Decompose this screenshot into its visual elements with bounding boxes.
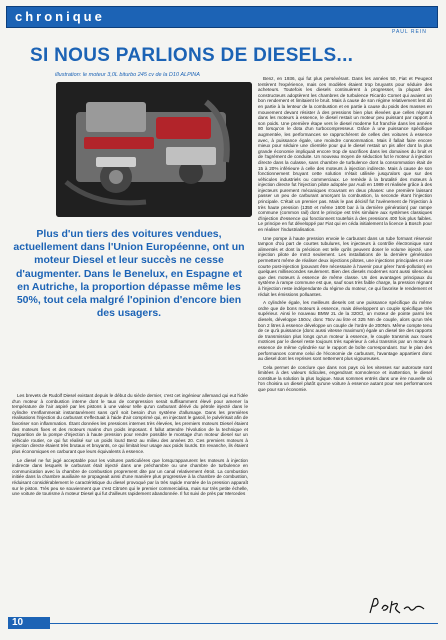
paragraph: Le diesel ne fut jugé acceptable pour les voitures particulières que lorsqu'apparurent les moteurs à injection indirecte dans lesquels le carburant était injecté dans une préchambre ou une chambre de turbulence en communication avec la chambre de combustion proprement dite par un canal relativement étroit. La combustion initiée dans la chambre auxiliaire se propageait ainsi d'une manière plus progressive à la chambre de combustion, réduisant considérablement le caractéristique du diesel provoqué par la très rapide montée de la pression apparaît sur le piston. Très peu se souviennent que c'est Citroën qui le premier commercialisa, mais sur très petite échelle, une voiture de tourisme à moteur Diesel qui fut d'ailleurs rapidement abandonnée. Il fut suivi de près par Mercedes [12, 457, 248, 497]
footer-rule [50, 623, 438, 624]
paragraph: Benz, en 1936, qui fut plus persévérant. Dans les années 50, Fiat et Peugeot tentèrent l'expérience, mais ces modèles étaient trop bruyants pour séduire des acheteurs. Toutefois les diesels continuèrent à progresser, la plupart des constructeurs adoptèrent les chambres de turbulence Ricardo Comet qui avaient un bon rendement et limitaient le bruit. Mais à cause de son régime relativement lent dû en partie à la lenteur de la combustion et en partie à cause du poids des masses en mouvement devant résister à des pressions bien plus élevées que celles régnant dans les moteurs à essence, le diesel restait un moteur peu puissant par rapport à son poids. Une première étape vers le diesel moderne fut franchie dans les années 80 lorsqu'on le dota d'un turbocompresseur. Grâce à une puissance spécifique augmentée, les performances se rapprochèrent de celles des voitures à essence avec, à puissance égale, une moindre consommation. Mais il fallait faire encore mieux pour séduire une clientèle pour qui le diesel restait un pis aller dont la plus grande économie impliquait encore trop de sacrifices dans les domaines du bruit et de l'agrément de conduite. Un nouveau moyen de séduction fut le moteur à injection directe dans la culasse, sans chambre de turbulence dont la consommation était de 15 à 20% inférieure à celle des moteurs à injection indirecte. Mais à cause de son fonctionnement bruyant cette solution n'était utilisée jusqu'alors que sur des véhicules industriels ou commerciaux. Le remède à la brutalité des moteurs à injection directe fut l'injection pilote adoptée par Audi en 1989 et réalisée grâce à des injecteurs purement mécaniques s'ouvrant en deux phases: une première laissant passer un peu de carburant amorçant la combustion, la seconde étant l'injection principale. C'était un premier pas. Mais le pas décisif fut l'avènement de l'injection à très haute pression (1350 et même 1600 bar à la dernière génération) par rampe commune (common rail) dont le principe est très similaire aux systèmes classiques d'injection d'essence qui fonctionnent toutefois à des pressions 400 fois plus faibles. Le principe en fut développé par Fiat qui en céda initialement la licence à Bosch pour en réaliser l'industrialisation. [258, 76, 432, 233]
paragraph: Une pompe à haute pression envoie le carburant dans un tube formant réservoir tampon d'où part de courtes tubulures, les injecteurs à contrôle électronique sont alimentés et dont la précision est telle qu'ils peuvent doser le volume injecté, une injection pilote de mm3 seulement. Les installations de la dernière génération permettent même de réaliser deux injections pilotes, une injections principales et une courte post-injection (pouvant être nécessaire à l'avenir pour gérer l'anti-pollution) en quelques millisecondes seulement. Bien des diesels modernes sont aussi silencieux que des moteurs à essence de même classe. Un des avantages principaux du système à rampe commune est que, sauf sous très faible charge, la pression régnant à l'injection reste indépendante du régime du moteur, ce qui favorise le rendement et réduit les émissions polluantes. [258, 235, 432, 297]
author-signature [366, 595, 428, 617]
author-name: PAUL REIN [392, 29, 427, 35]
section-banner [6, 6, 438, 28]
paragraph: Les brevets de Rudolf Diesel existant depuis le début du siècle dernier, c'est cet ingénieur allemand qui eut l'idée d'un moteur à combustion interne dont le taux de compression serait suffisamment élevé pour amener la température de l'air aspiré par les pistons à une valeur telle qu'un carburant dérivé du pétrole injecté dans le cylindre s'enflammerait instantanément sans qu'il soit besoin d'un système d'allumage. Dans les premières réalisations l'injection du carburant s'effectuait à l'aide d'air comprimé qui, en injectant le gasoil, le pulvérisait afin de favoriser son inflammation. Étant données les pressions internes très élevées, les premiers moteurs Diesel étaient des moteurs fixes et des moteurs marins d'un poids imposant. Il fallut attendre l'évolution de la technique et l'apparition de la pompe d'injection à haute pression pour rendre possible le montage d'un moteur diesel sur un véhicule routier, ce qui fut réalisé sur un poids lourd Benz au milieu des années 20. Ces premiers moteurs à injection directe étaient très brutaux et bruyants, ce qui limitait leur usage aux poids lourds. En revanche, ils étaient plus économiques en carburant que leurs équivalents à essence. [12, 393, 248, 454]
paragraph: Cela permet de conclure que dans nos pays où les vitesses sur autoroute sont limitées à des valeurs ridicules, engendrant somnolence et inattention, le diesel constitue la solution la plus logique. Nous sommes entrés dans une ère nouvelle où l'on choisira un diesel plutôt qu'une voiture à essence autant pour ses performances que pour son économie. [258, 364, 432, 393]
page-number-box [8, 617, 50, 629]
section-banner-label: chronique [15, 9, 105, 24]
article-intro: Plus d'un tiers des voitures vendues, actuellement dans l'Union Européenne, ont un moteur Diesel et leur succès ne cesse d'augmenter. Dans le Benelux, en Espagne et en Autriche, la proportion dépasse même les 50%, tout cela malgré l'opinion d'encore bien des usagers. [13, 228, 245, 320]
engine-illustration [56, 82, 252, 217]
article-headline: SI NOUS PARLIONS DE DIESELS... [30, 45, 354, 66]
paragraph: A cylindrée égale, les meilleurs diesels ont une puissance spécifique du même ordre que de bons moteurs à essence, mais développent un couple spécifique très supérieur. Ainsi le nouveau BMW 2L de la 320Cl, un moteur de pointe parmi les diesels, développe 150cv, donc 75cv au litre et 325 Nm de couple, alors qu'un très bon 2 litres à essence développe un couple de l'ordre de 200Nm. Même compte tenu de ce qu'à puissance (donc aussi vitesse maximum) égale un diesel tire des rapports de transmission plus longs qu'un moteur à essence, le couple transmis aux roues motrices par le diesel reste toujours très supérieur à celui transmis par un moteur à essence de même cylindrée sur le rapport de boîte correspondant. Sur le plan des performances comme celui de l'économie de carburant, l'avantage appartient donc au diesel dont les reprises sont nettement plus vigoureuses. [258, 300, 432, 362]
page-number: 10 [12, 617, 24, 628]
article-column-right [258, 76, 432, 598]
engine-photo [56, 82, 252, 217]
article-column-left [12, 393, 248, 621]
image-caption: illustration: le moteur 3,0L biturbo 245 cv de la D10 ALPINA [55, 72, 200, 78]
